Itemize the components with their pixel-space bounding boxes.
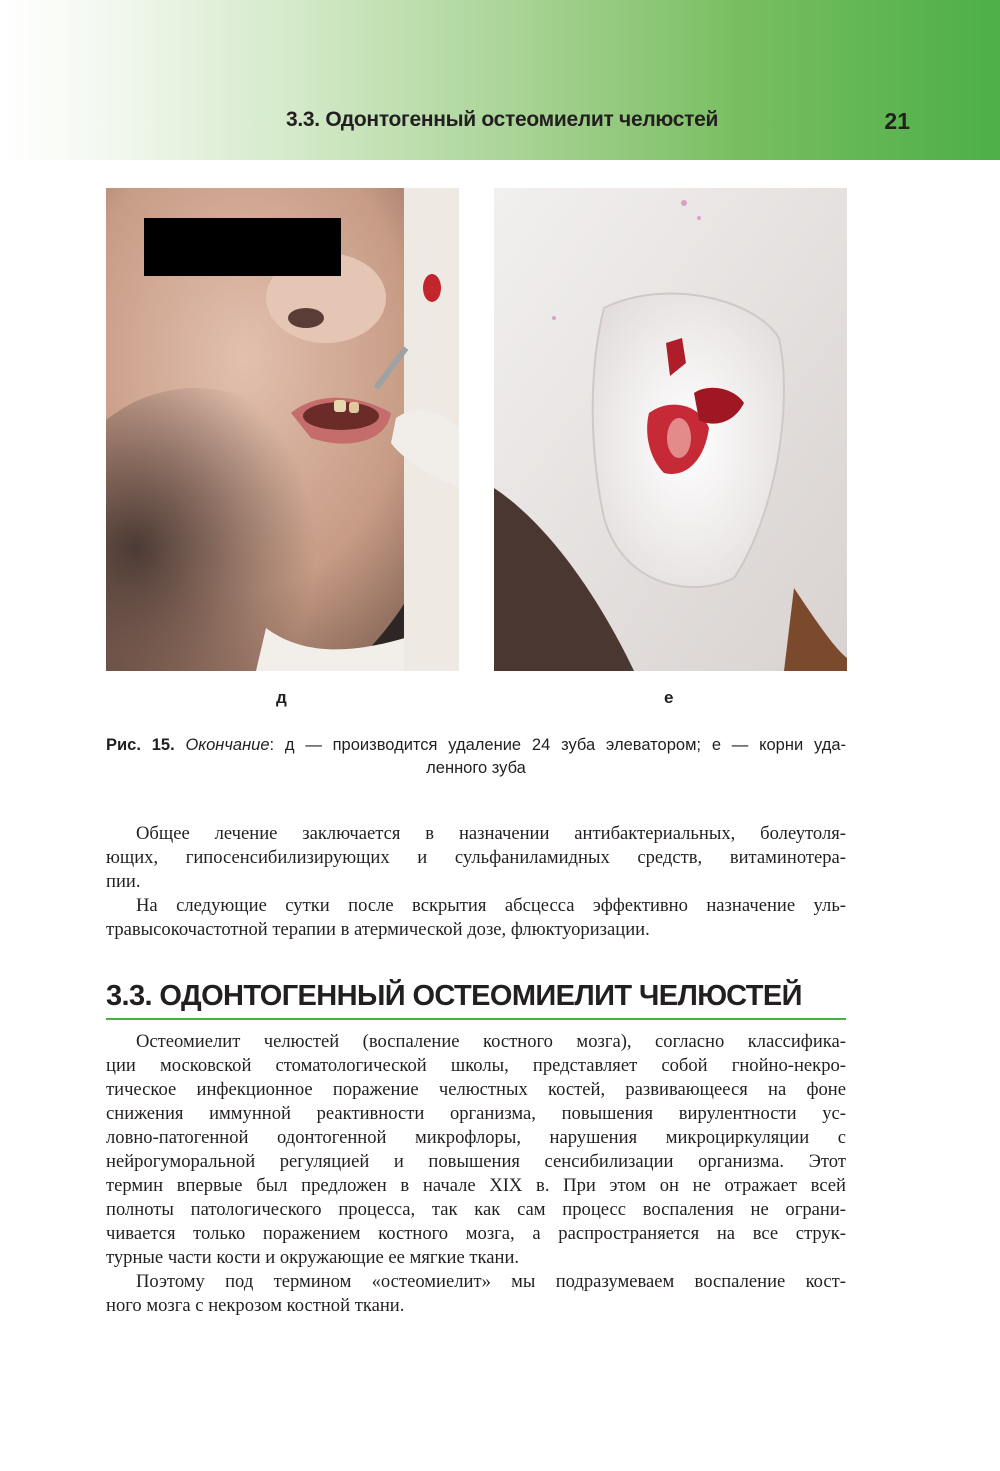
text-line: травысокочастотной терапии в атермической дозе, флюктуоризации. xyxy=(106,919,650,940)
text-line: ющих, гипосенсибилизирующих и сульфаниламидных средств, витаминотера- xyxy=(106,847,846,868)
text-line: полноты патологического процесса, так как сам процесс воспаления не ограни- xyxy=(106,1199,846,1220)
running-title: 3.3. Одонтогенный остеомиелит челюстей xyxy=(286,108,719,131)
page-number: 21 xyxy=(884,108,910,134)
panel-label-d: д xyxy=(276,688,287,707)
text-line: термин впервые был предложен в начале XIX в. При этом он не отражает всей xyxy=(106,1175,846,1196)
text-line: ции московской стоматологической школы, представляет собой гнойно-некро- xyxy=(106,1055,846,1076)
text-line: На следующие сутки после вскрытия абсцесса эффективно назначение уль- xyxy=(136,895,846,916)
text-line: тическое инфекционное поражение челюстных костей, развивающееся на фоне xyxy=(106,1079,846,1100)
text-line: пии. xyxy=(106,871,141,892)
text-line: Поэтому под термином «остеомиелит» мы подразумеваем воспаление кост- xyxy=(136,1271,846,1292)
text-line: нейрогуморальной регуляцией и повышения сенсибилизации организма. Этот xyxy=(106,1151,846,1172)
section-heading: 3.3. ОДОНТОГЕННЫЙ ОСТЕОМИЕЛИТ ЧЕЛЮСТЕЙ xyxy=(106,974,846,1020)
text-line: Остеомиелит челюстей (воспаление костного мозга), согласно классифика- xyxy=(136,1031,846,1052)
caption-prefix: Рис. 15. xyxy=(106,736,175,754)
text-line: турные части кости и окружающие ее мягкие ткани. xyxy=(106,1247,520,1268)
body-text-section xyxy=(106,1030,846,1318)
text-line: чивается только поражением костного мозга, а распространяется на все струк- xyxy=(106,1223,846,1244)
header-band xyxy=(0,0,1000,160)
photo-tooth-extraction xyxy=(106,188,459,671)
text-line: снижения иммунной реактивности организма, повышения вирулентности ус- xyxy=(106,1103,846,1124)
panel-label-e: е xyxy=(664,688,674,707)
figure-caption xyxy=(106,734,846,780)
text-line: Общее лечение заключается в назначении антибактериальных, болеутоля- xyxy=(136,823,846,844)
photo-extracted-roots xyxy=(494,188,847,671)
caption-line1-rest: : д — производится удаление 24 зуба элеватором; е — корни уда- xyxy=(269,736,846,754)
caption-line2: ленного зуба xyxy=(426,759,526,777)
text-line: ловно-патогенной одонтогенной микрофлоры, нарушения микроциркуляции с xyxy=(106,1127,846,1148)
text-line: ного мозга с некрозом костной ткани. xyxy=(106,1295,405,1316)
caption-italic: Окончание xyxy=(185,736,270,754)
body-text-intro xyxy=(106,822,846,942)
